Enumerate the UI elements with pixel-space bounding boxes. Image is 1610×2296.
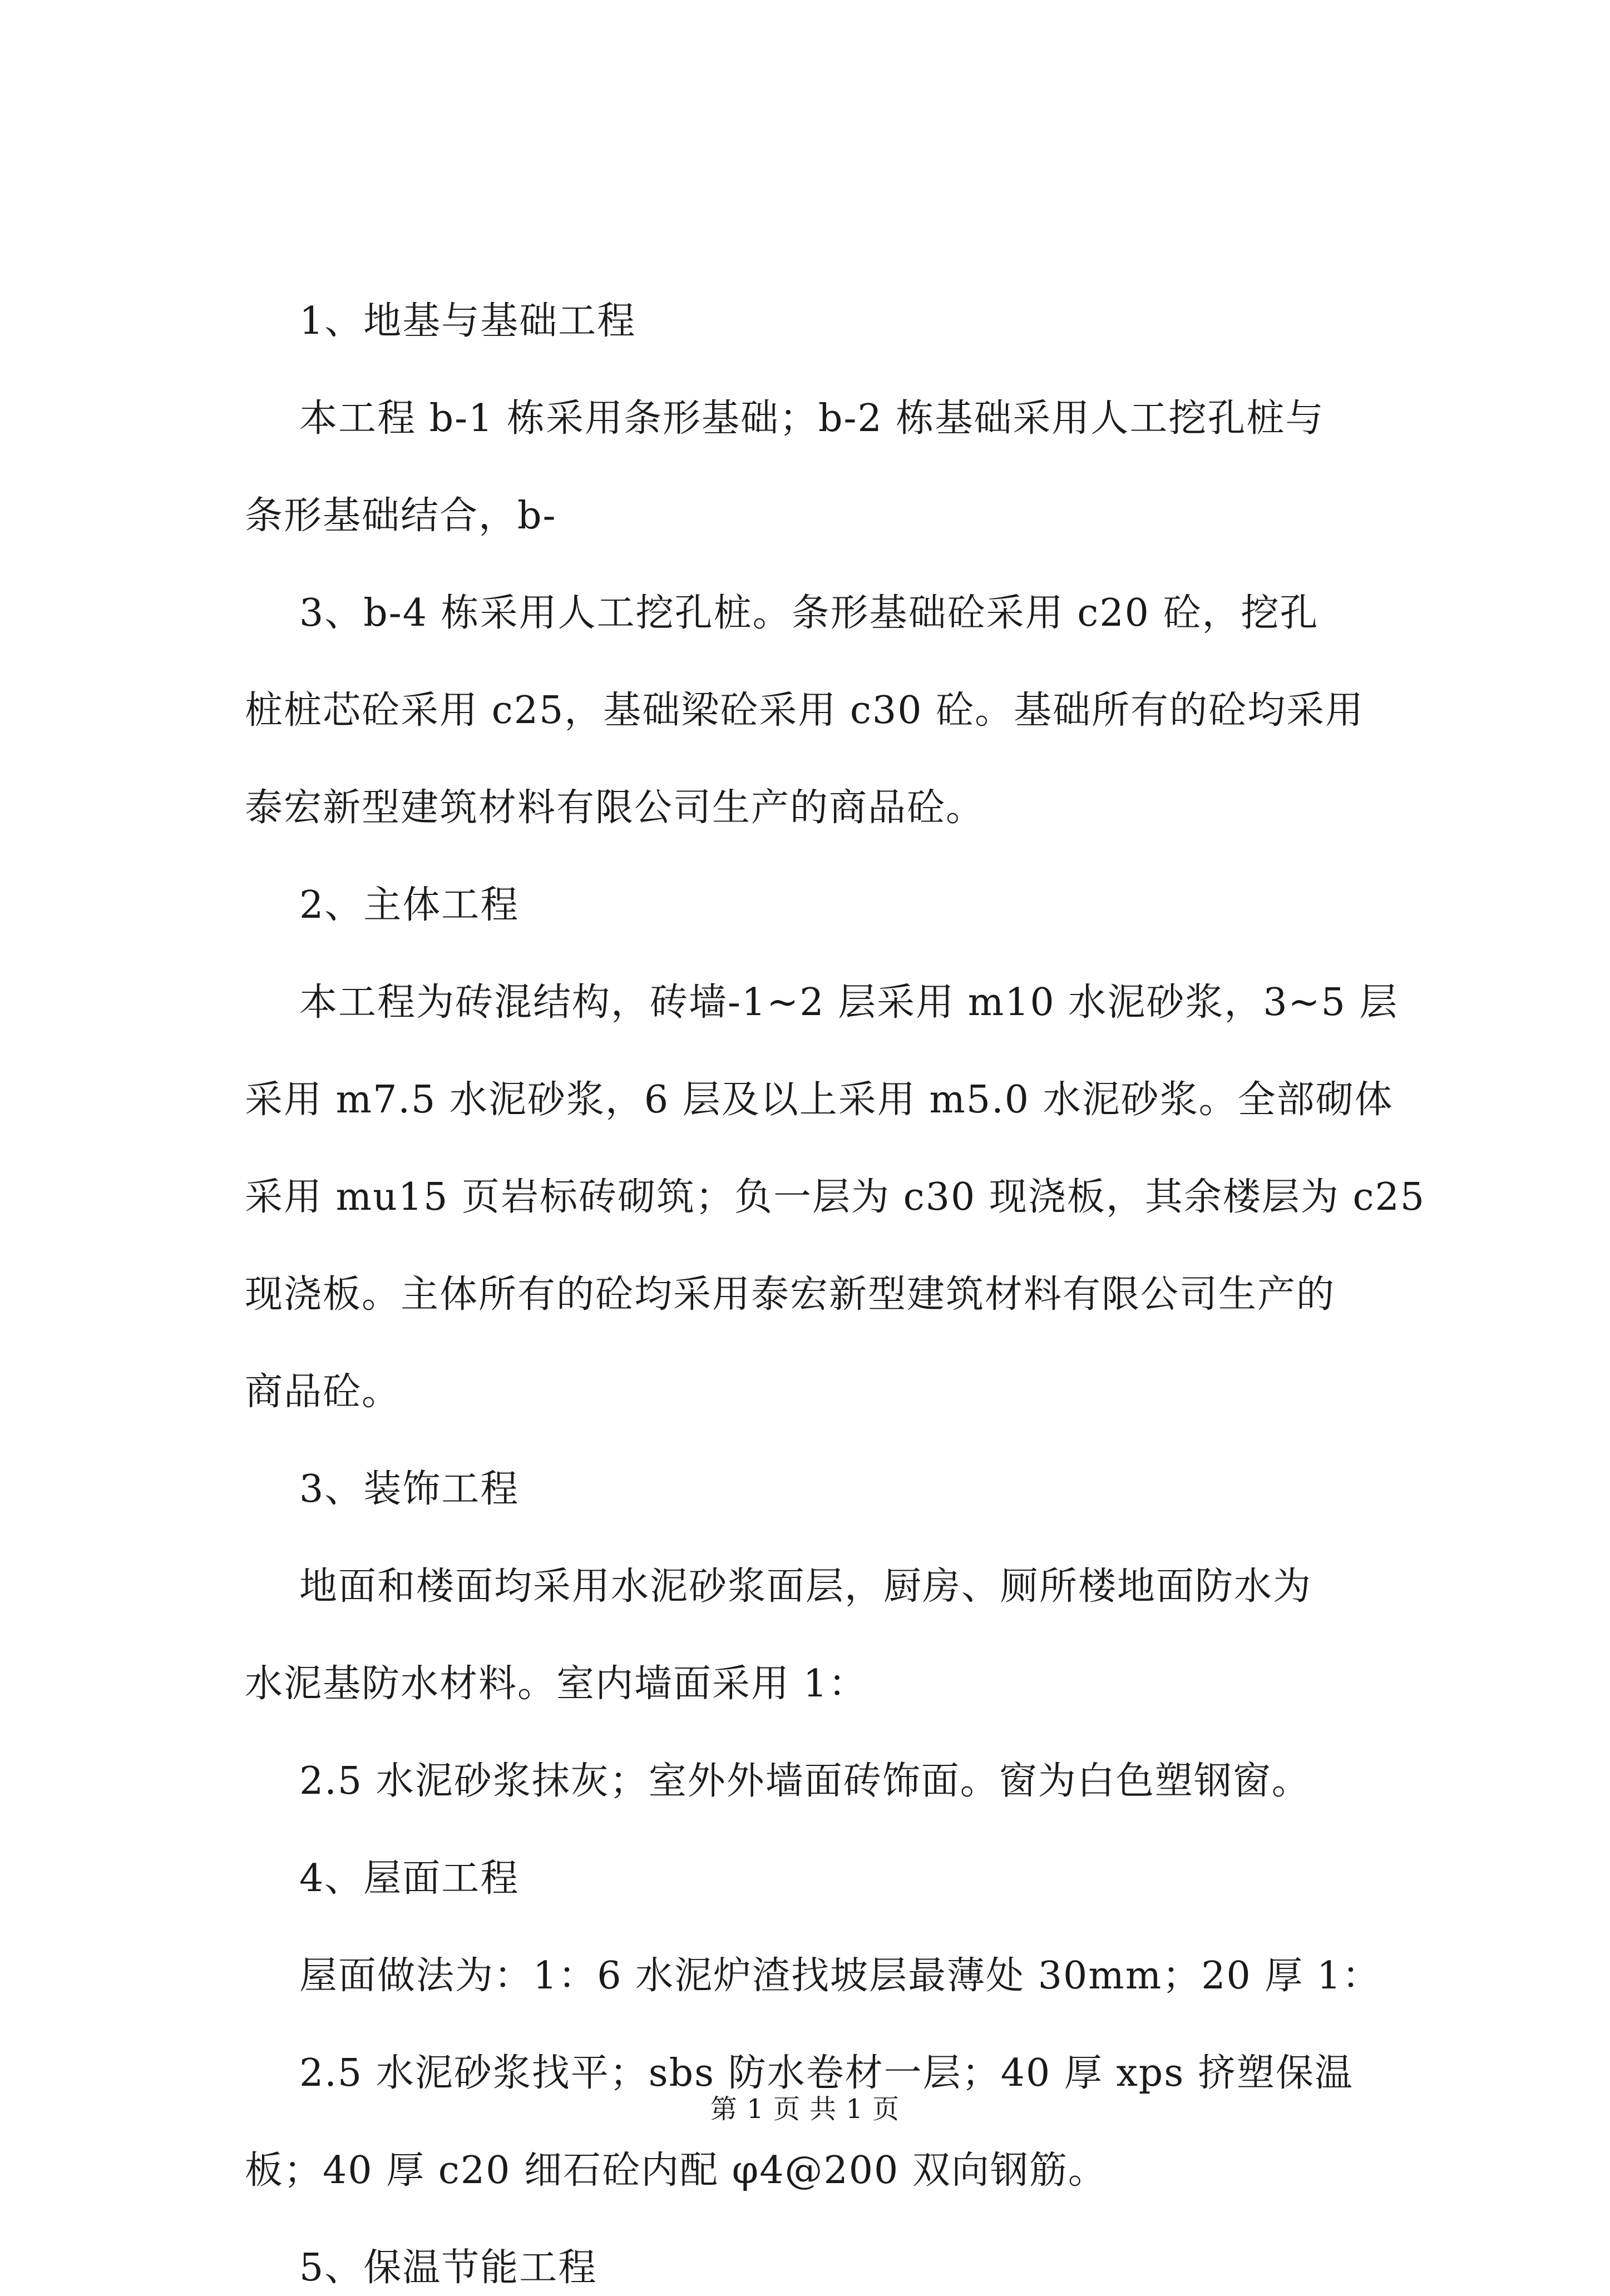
paragraph-line: 泰宏新型建筑材料有限公司生产的商品砼。 (245, 786, 985, 830)
section-heading-foundation: 1、地基与基础工程 (299, 299, 636, 343)
paragraph-line: 采用 m7.5 水泥砂浆，6 层及以上采用 m5.0 水泥砂浆。全部砌体 (245, 1078, 1394, 1122)
paragraph-line: 地面和楼面均采用水泥砂浆面层，厨房、厕所楼地面防水为 (299, 1565, 1312, 1609)
page-footer: 第 1 页 共 1 页 (710, 2094, 900, 2125)
paragraph-line: 2.5 水泥砂浆抹灰；室外外墙面砖饰面。窗为白色塑钢窗。 (299, 1759, 1311, 1803)
paragraph-line: 本工程 b-1 栋采用条形基础；b-2 栋基础采用人工挖孔桩与 (299, 397, 1325, 441)
section-heading-roof: 4、屋面工程 (299, 1857, 520, 1901)
paragraph-line: 现浇板。主体所有的砼均采用泰宏新型建筑材料有限公司生产的 (245, 1273, 1336, 1317)
paragraph-line: 2.5 水泥砂浆找平；sbs 防水卷材一层；40 厚 xps 挤塑保温 (299, 2051, 1354, 2095)
paragraph-line: 商品砼。 (245, 1370, 401, 1414)
paragraph-line: 屋面做法为：1：6 水泥炉渣找坡层最薄处 30mm；20 厚 1： (299, 1954, 1381, 1998)
paragraph-line: 本工程为砖混结构，砖墙-1~2 层采用 m10 水泥砂浆，3~5 层 (299, 981, 1399, 1025)
paragraph-line: 3、b-4 栋采用人工挖孔桩。条形基础砼采用 c20 砼，挖孔 (299, 591, 1319, 635)
paragraph-line: 条形基础结合，b- (245, 494, 557, 538)
paragraph-line: 桩桩芯砼采用 c25，基础梁砼采用 c30 砼。基础所有的砼均采用 (245, 689, 1365, 733)
section-heading-main-structure: 2、主体工程 (299, 883, 520, 927)
paragraph-line: 水泥基防水材料。室内墙面采用 1： (245, 1662, 867, 1706)
paragraph-line: 板；40 厚 c20 细石砼内配 φ4@200 双向钢筋。 (245, 2149, 1107, 2193)
section-heading-decoration: 3、装饰工程 (299, 1467, 520, 1511)
section-heading-insulation: 5、保温节能工程 (299, 2246, 597, 2290)
paragraph-line: 采用 mu15 页岩标砖砌筑；负一层为 c30 现浇板，其余楼层为 c25 (245, 1175, 1426, 1219)
